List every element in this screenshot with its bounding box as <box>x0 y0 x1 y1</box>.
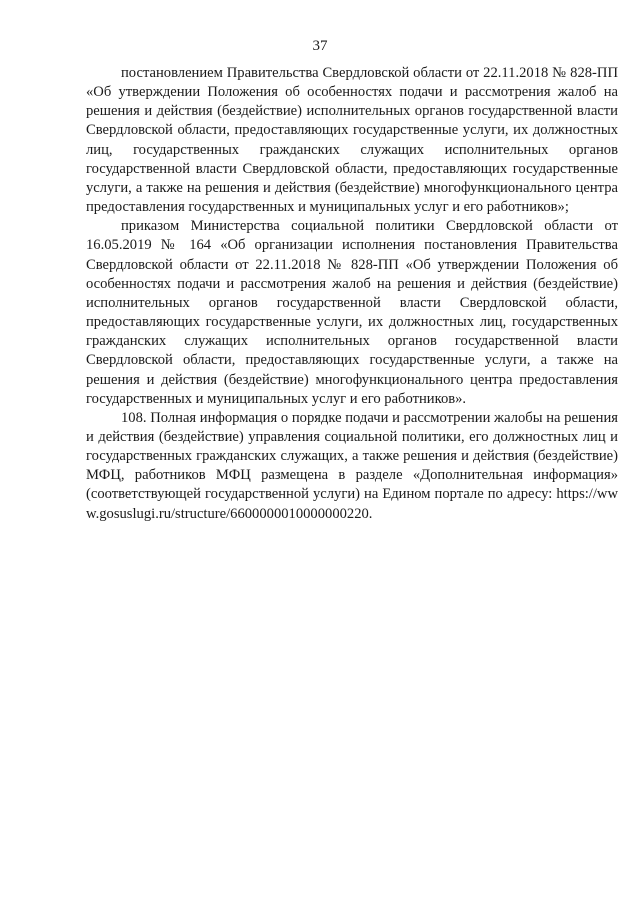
document-body <box>86 64 618 524</box>
paragraph-ministry-order-reference: приказом Министерства социальной политики Свердловской области от 16.05.2019 № 164 «Об организации исполнения постановления Правительства Свердловской области от 22.11.2018 № 828-ПП «Об утверждении Положения об особенностях подачи и рассмотрения жалоб на решения и действия (бездействие) исполнительных органов государственной власти Свердловской области, предоставляющих государственные услуги, их должностных лиц, государственных гражданских служащих исполнительных органов государственной власти Свердловской области, предоставляющих государственные услуги, а также на решения и действия (бездействие) многофункционального центра предоставления государственных и муниципальных услуг и его работников». <box>86 218 618 407</box>
paragraph-108-text: 108. Полная информация о порядке подачи и рассмотрении жалобы на решения и действия (бездействие) управления социальной политики, его должностных лиц и государственных гражданских служащих, а также решения и действия (бездействие) МФЦ, работников МФЦ размещена в разделе «Дополнительная информация» (соответствующей государственной услуги) на Едином портале по адресу: <box>86 409 618 503</box>
gosuslugi-url: https://www.gosuslugi.ru/structure/6600000010000000220. <box>86 486 618 522</box>
paragraph-resolution-reference: постановлением Правительства Свердловской области от 22.11.2018 № 828-ПП «Об утверждении Положения об особенностях подачи и рассмотрения жалоб на решения и действия (бездействие) исполнительных органов государственной власти Свердловской области, предоставляющих государственные услуги, их должностных лиц, государственных гражданских служащих исполнительных органов государственной власти Свердловской области, предоставляющих государственные услуги, а также на решения и действия (бездействие) многофункционального центра предоставления государственных и муниципальных услуг и его работников»; <box>86 65 618 216</box>
page-number: 37 <box>312 38 328 54</box>
paragraph-108-complaint-info <box>86 409 618 524</box>
